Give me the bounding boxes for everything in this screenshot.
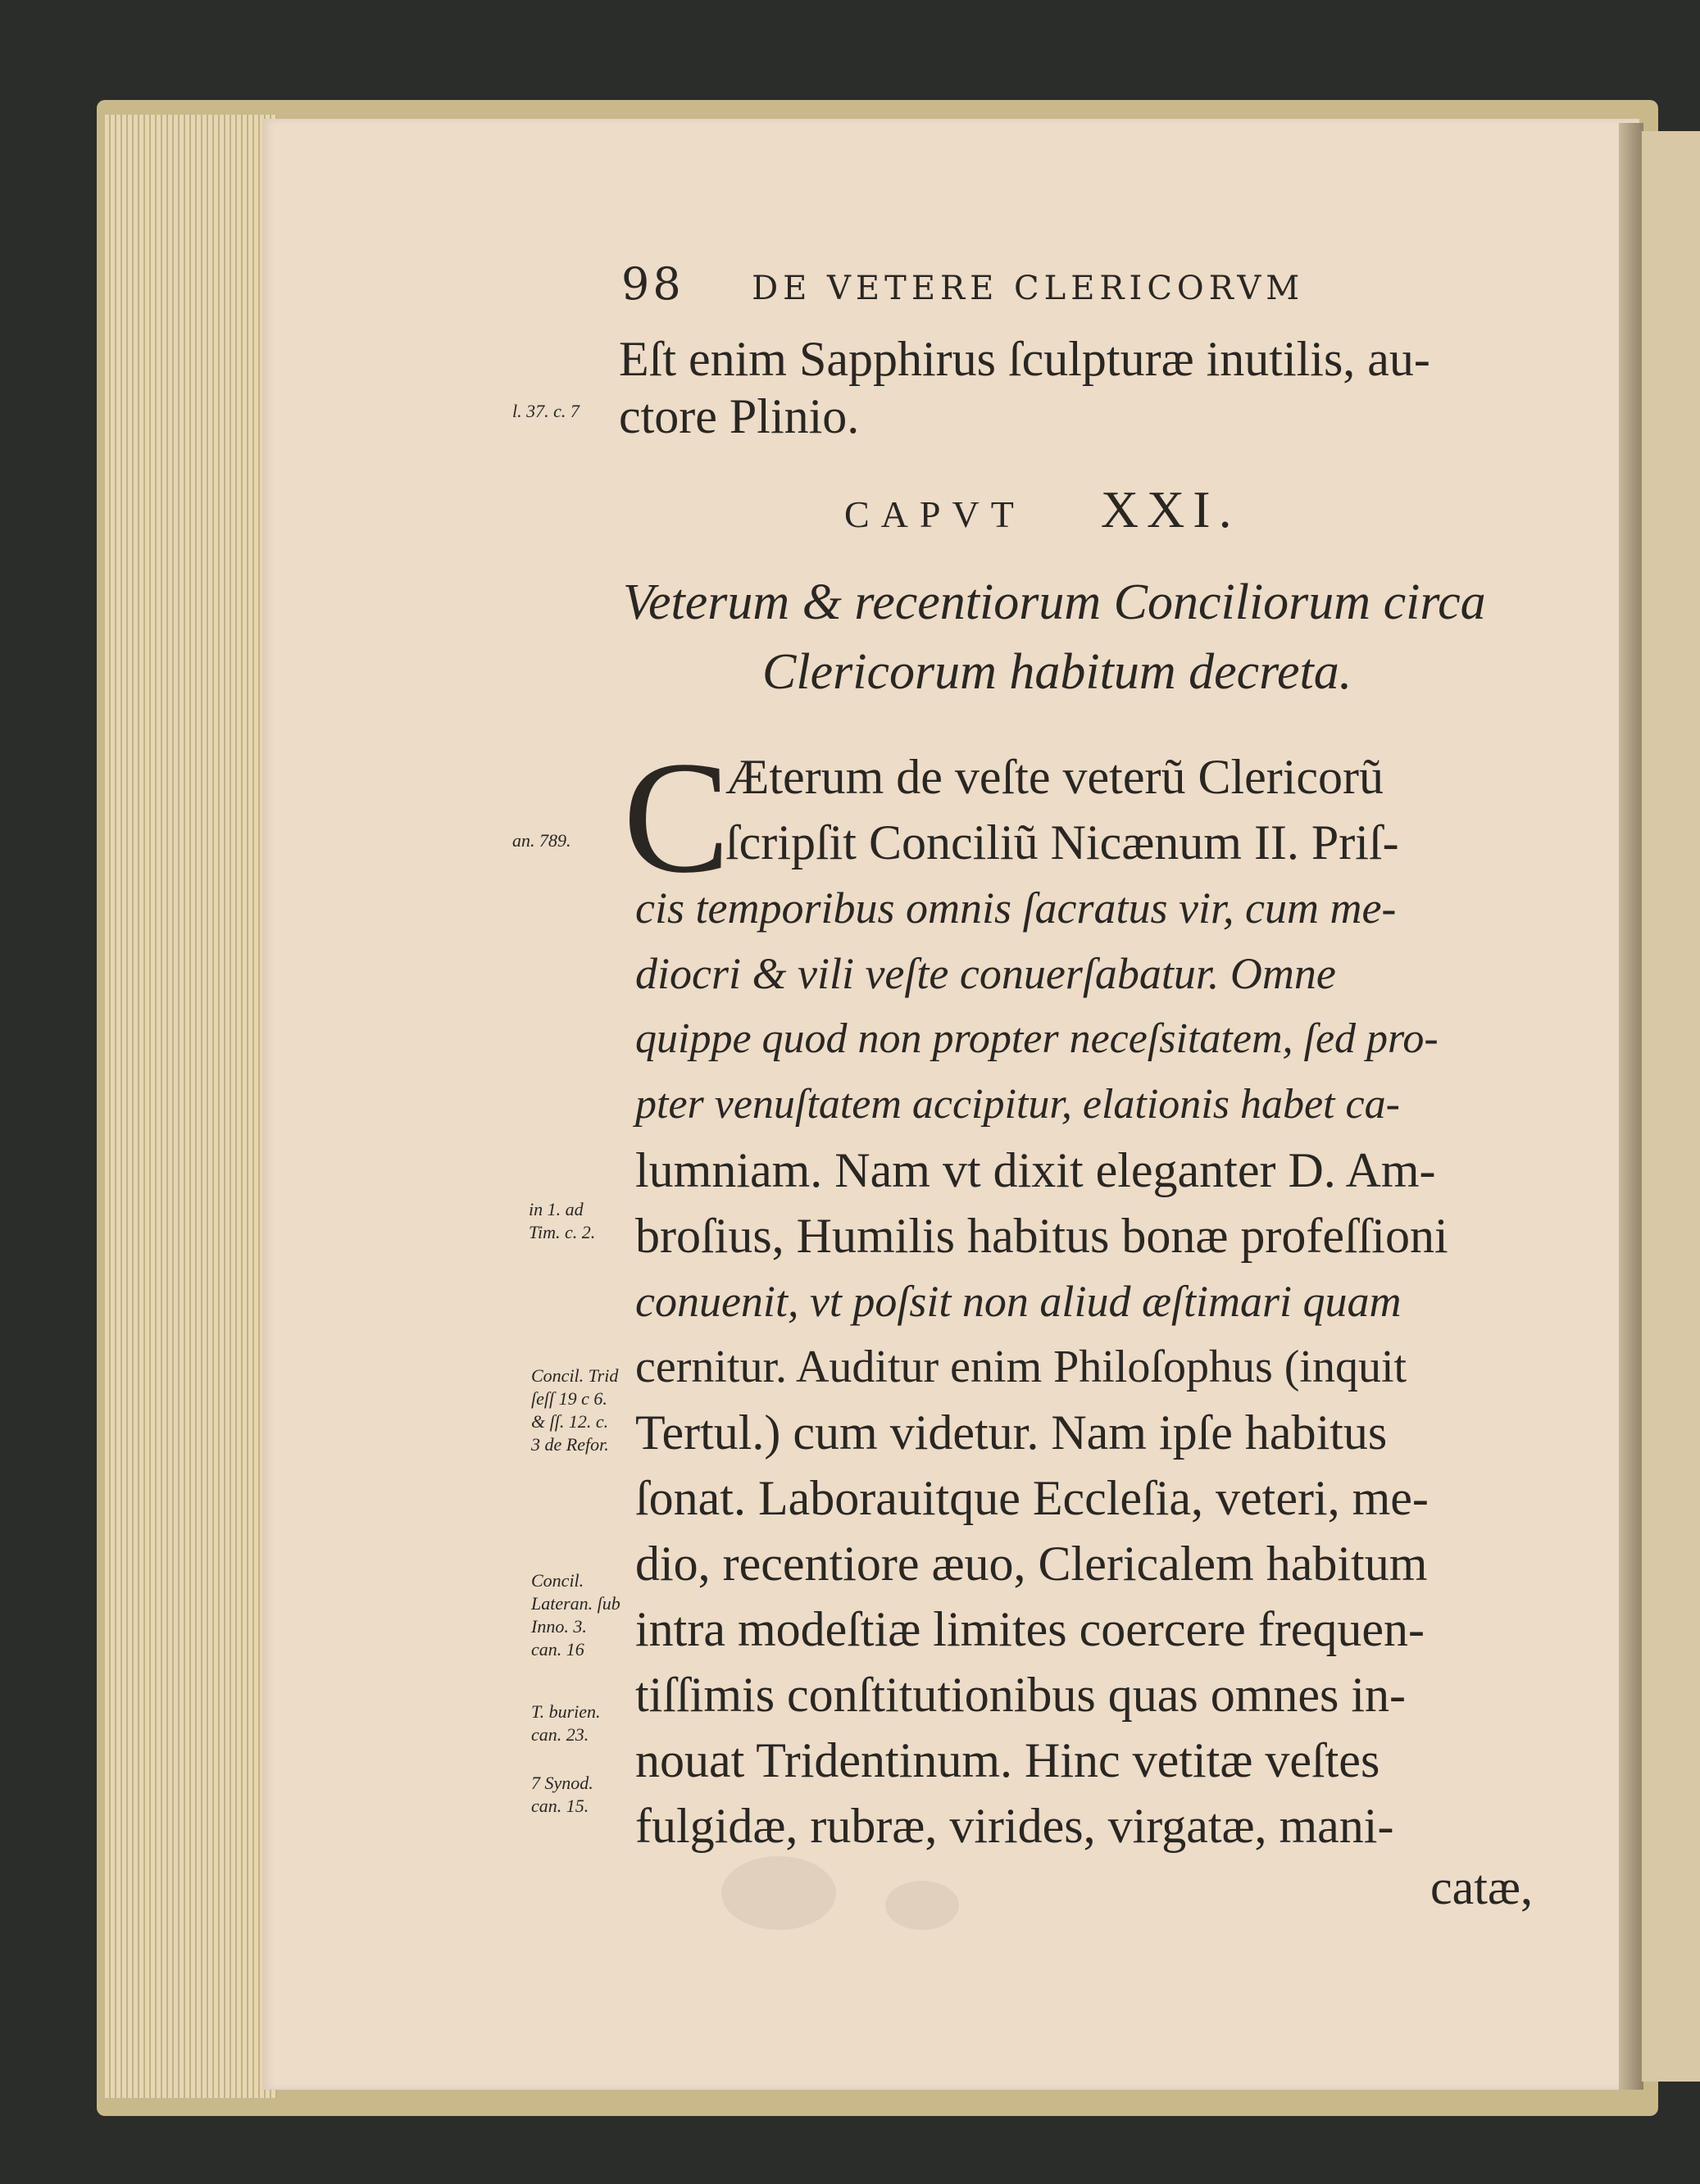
running-header [621, 258, 1304, 310]
margin-note: Concil. Trid ſeſſ 19 c 6. & ſſ. 12. c. 3 de Refor. [531, 1365, 619, 1455]
body-line: broſius, Humilis habitus bonæ profeſſioni [635, 1209, 1448, 1263]
body-line: ſcripſit Conciliũ Nicænum II. Priſ- [725, 815, 1399, 870]
body-line: nouat Tridentinum. Hinc vetitæ veſtes [635, 1733, 1380, 1787]
body-line: pter venuſtatem accipitur, elationis habet ca- [635, 1081, 1400, 1128]
chapter-number: XXI. [1100, 480, 1240, 538]
chapter-heading [844, 479, 1240, 540]
body-line: intra modeſtiæ limites coercere frequen- [635, 1602, 1425, 1656]
margin-note: an. 789. [512, 830, 571, 851]
body-line: dio, recentiore æuo, Clericalem habitum [635, 1537, 1428, 1591]
body-line: conuenit, vt poſsit non aliud æſtimari quam [635, 1277, 1402, 1326]
margin-note: T. burien. can. 23. [531, 1701, 601, 1745]
intro-line: ctore Plinio. [619, 389, 860, 443]
subtitle-line: Clericorum habitum decreta. [762, 644, 1352, 700]
body-line: cernitur. Auditur enim Philoſophus (inquit [635, 1342, 1407, 1392]
subtitle-line: Veterum & recentiorum Conciliorum circa [623, 574, 1486, 630]
intro-line: Eſt enim Sapphirus ſculpturæ inutilis, au- [619, 332, 1430, 386]
body-line: lumniam. Nam vt dixit eleganter D. Am- [635, 1143, 1436, 1197]
chapter-label: CAPVT [844, 493, 1025, 535]
page-edges [105, 115, 277, 2098]
drop-cap: C [623, 729, 730, 906]
body-line: quippe quod non propter neceſsitatem, ſed pro- [635, 1015, 1439, 1062]
body-line: fulgidæ, rubræ, virides, virgatæ, mani- [635, 1799, 1394, 1853]
page-stain [721, 1856, 836, 1930]
body-line: diocri & vili veſte conuerſabatur. Omne [635, 949, 1336, 998]
body-line: ſonat. Laborauitque Eccleſia, veteri, me- [635, 1471, 1429, 1525]
body-line: tiſſimis conſtitutionibus quas omnes in- [635, 1668, 1406, 1722]
margin-note: in 1. ad Tim. c. 2. [529, 1199, 596, 1242]
margin-note: l. 37. c. 7 [512, 401, 580, 421]
body-line: cis temporibus omnis ſacratus vir, cum me- [635, 883, 1397, 933]
page-number: 98 [621, 258, 684, 310]
margin-note: Concil. Lateran. ſub Inno. 3. can. 16 [531, 1570, 620, 1660]
margin-note: 7 Synod. can. 15. [531, 1773, 593, 1816]
running-title: DE VETERE CLERICORVM [752, 270, 1305, 307]
page-stain [885, 1881, 959, 1930]
facing-page-edge [1639, 131, 1700, 2082]
body-line: Tertul.) cum videtur. Nam ipſe habitus [635, 1405, 1388, 1460]
body-line: Æterum de veſte veterũ Clericorũ [725, 750, 1384, 804]
catchword: catæ, [1430, 1860, 1533, 1914]
